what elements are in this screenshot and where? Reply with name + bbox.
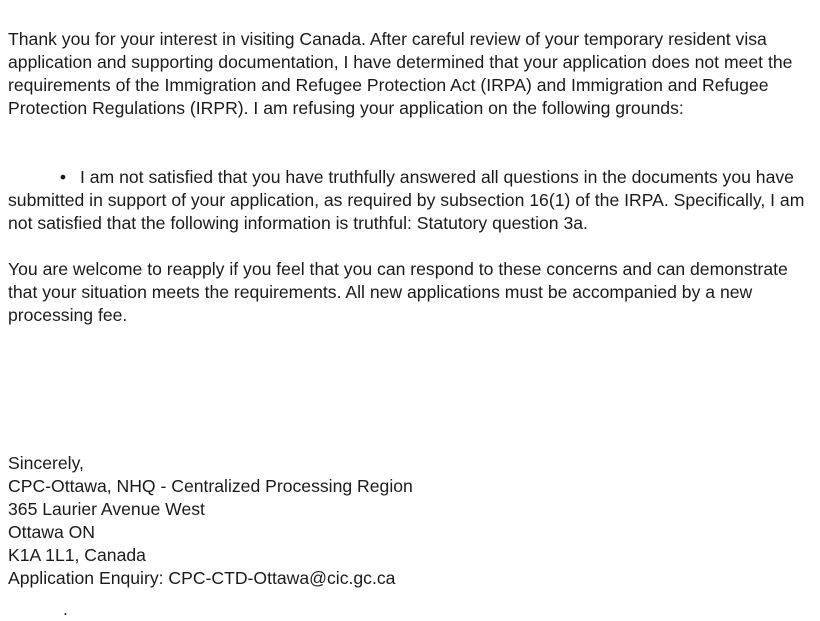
application-enquiry-email: Application Enquiry: CPC-CTD-Ottawa@cic.gc.ca xyxy=(8,568,396,588)
signature-block xyxy=(8,452,814,590)
bullet-icon: • xyxy=(59,167,66,187)
refusal-ground-item xyxy=(8,166,814,235)
office-name: CPC-Ottawa, NHQ - Centralized Processing Region xyxy=(8,476,413,496)
street-address: 365 Laurier Avenue West xyxy=(8,499,205,519)
refusal-letter-body xyxy=(8,28,814,327)
postal-code-country: K1A 1L1, Canada xyxy=(8,545,146,565)
reapply-paragraph: You are welcome to reapply if you feel that you can respond to these concerns and can demonstrate that your situation meets the requirements. All new applications must be accompanied by a new processing fee. xyxy=(8,259,788,325)
intro-paragraph: Thank you for your interest in visiting Canada. After careful review of your temporary resident visa application and supporting documentation, I have determined that your application does not meet the requirements of the Immigration and Refugee Protection Act (IRPA) and Immigration and Refugee Protection Regulations (IRPR). I am refusing your application on the following grounds: xyxy=(8,29,793,118)
refusal-ground-continuation: have submitted in support of your application, as required by subsection 16(1) of the IRPA. Specifically, I am not satisfied that the following information is truthful: Statutory question 3a. xyxy=(8,167,805,233)
closing-text: Sincerely, xyxy=(8,453,84,473)
refusal-grounds-list xyxy=(8,166,814,235)
stray-mark: . xyxy=(63,599,68,619)
city-province: Ottawa ON xyxy=(8,522,96,542)
refusal-ground-first-line: I am not satisfied that you have truthfully answered all questions in the documents you xyxy=(80,167,751,187)
